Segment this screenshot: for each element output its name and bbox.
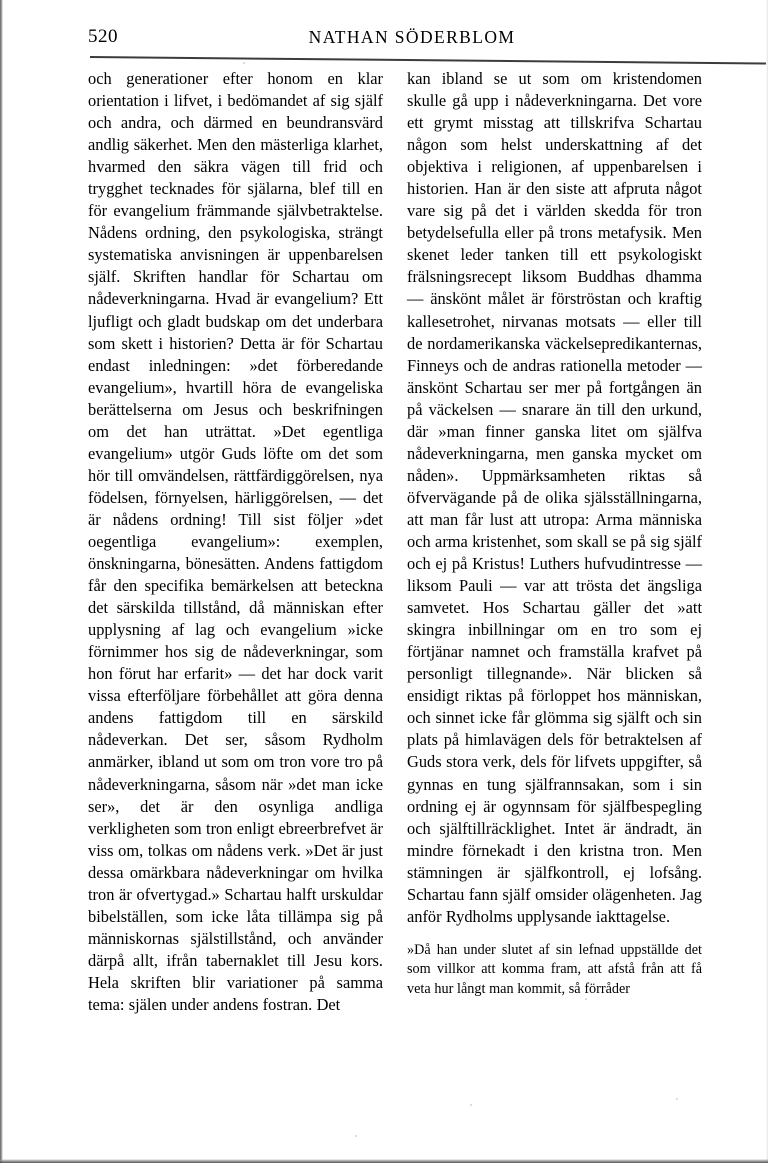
left-text-column <box>88 68 383 1016</box>
scan-speck <box>470 1104 472 1106</box>
scan-speck <box>585 998 587 1000</box>
running-head-title: NATHAN SÖDERBLOM <box>308 27 516 47</box>
scan-edge-left <box>0 0 3 1163</box>
right-column-paragraph: kan ibland se ut som om kristendomen skulle gå upp i nådeverkningarna. Det vore ett grymt misstag att tillskrifva Schartau någon som helst underskattning af det objektiva i religionen, af uppenbarelsen i historien. Han är den siste att afpruta något vare sig på det i världen skedda för tron betydelsefulla eller på trons metafysik. Men skenet leder tanken till ett psykologiskt frälsningsrecept liksom Buddhas dhamma — änskönt målet är förströstan och kraftig kallesetrohet, nirvanas motsats — eller till de nordamerikanska väckelsepredikanternas, Finneys och de andras rationella metoder — änskönt Schartau ser mer på fortgången än på väckelsen — snarare än till den urkund, där »man finner ganska litet om själfva nådeverkningarna, men ganska mycket om nåden». Uppmärksamheten riktas så öfvervägande på de olika själsställningarna, att man får lust att utropa: Arma människa och arma kristenhet, som skall se på sig själf och ej på Kristus! Luthers hufvudintresse — liksom Pauli — var att trösta det ängsliga samvetet. Hos Schartau gäller det »att skingra inbillningar om en tro som ej förtjänar namnet och framställa krafvet på personligt tillegnande». När blicken så ensidigt riktas på förloppet hos människan, och sinnet icke får glömma sig själft och sin plats på himlavägen dels för betraktelsen af Guds stora verk, dels för lifvets uppgifter, så gynnas en tung själfrannsakan, som i sin ordning ej är ogynnsam för själfbespegling och själftillräcklighet. Intet är ändradt, än mindre förnekadt i den kristna tron. Men stämningen är själfkontroll, ej lofsång. Schartau fann själf omsider olägenheten. Jag anför Rydholms upplysande iakttagelse. <box>407 69 702 926</box>
scan-speck <box>676 1098 678 1100</box>
block-quote-extract: »Då han under slutet af sin lefnad uppställde det som villkor att komma fram, att afstå från att få veta hur långt man kommit, så förråder <box>407 941 702 997</box>
left-column-paragraph: och generationer efter honom en klar orientation i lifvet, i bedömandet af sig själf och andra, och därmed en beundransvärd andlig säkerhet. Men den mästerliga klarhet, hvarmed den säkra vägen till frid och trygghet tecknades för själarna, blef till en för evangelium främmande självbetraktelse. Nådens ordning, den psykologiska, strängt systematiska anvisningen är uppenbarelsen själf. Skriften handlar för Schartau om nådeverkningarna. Hvad är evangelium? Ett ljufligt och gladt budskap om det underbara som skett i historien? Detta är för Schartau endast inledningen: »det förberedande evangelium», hvartill höra de evangeliska berättelserna om Jesus och beskrifningen om det han uträttat. »Det egentliga evangelium» utgör Guds löfte om det som hör till omvändelsen, rättfärdiggörelsen, nya födelsen, förnyelsen, härliggörelsen, — det är nådens ordning! Till sist följer »det oegentliga evangelium»: exemplen, önskningarna, bönesätten. Andens fattigdom får den specifika bemärkelsen att beteckna det särskilda tillstånd, då människan efter upplysning af lag och evangelium »icke förnimmer hos sig de nådeverkningar, som hon förut har erfarit» — det har dock varit vissa efterföljare förbehållet att göra denna andens fattigdom till en särskild nådeverkan. Det ser, såsom Rydholm anmärker, ibland ut som om tron vore tro på nådeverkningarna, såsom när »det man icke ser», det är den osynliga andliga verkligheten som tron enligt ebreerbrefvet är viss om, tolkas om nådens verk. »Det är just dessa omärkbara nådeverkningar om hvilka tron är ofvertygad.» Schartau halft urskuldar bibelställen, som icke låta tillämpa sig på människornas själstillstånd, och använder därpå allt, ifrån tabernaklet till Jesu kors. Hela skriften blir variationer på samma tema: själen under andens fostran. Det <box>88 69 383 1014</box>
right-text-column <box>407 68 702 1016</box>
header-rule <box>90 56 766 64</box>
scan-edge-bottom <box>0 1159 768 1163</box>
page-number: 520 <box>88 26 118 47</box>
scan-speck <box>355 1135 357 1137</box>
scan-speck <box>243 62 245 64</box>
two-column-text-body <box>88 68 702 1016</box>
page-header <box>88 24 700 58</box>
